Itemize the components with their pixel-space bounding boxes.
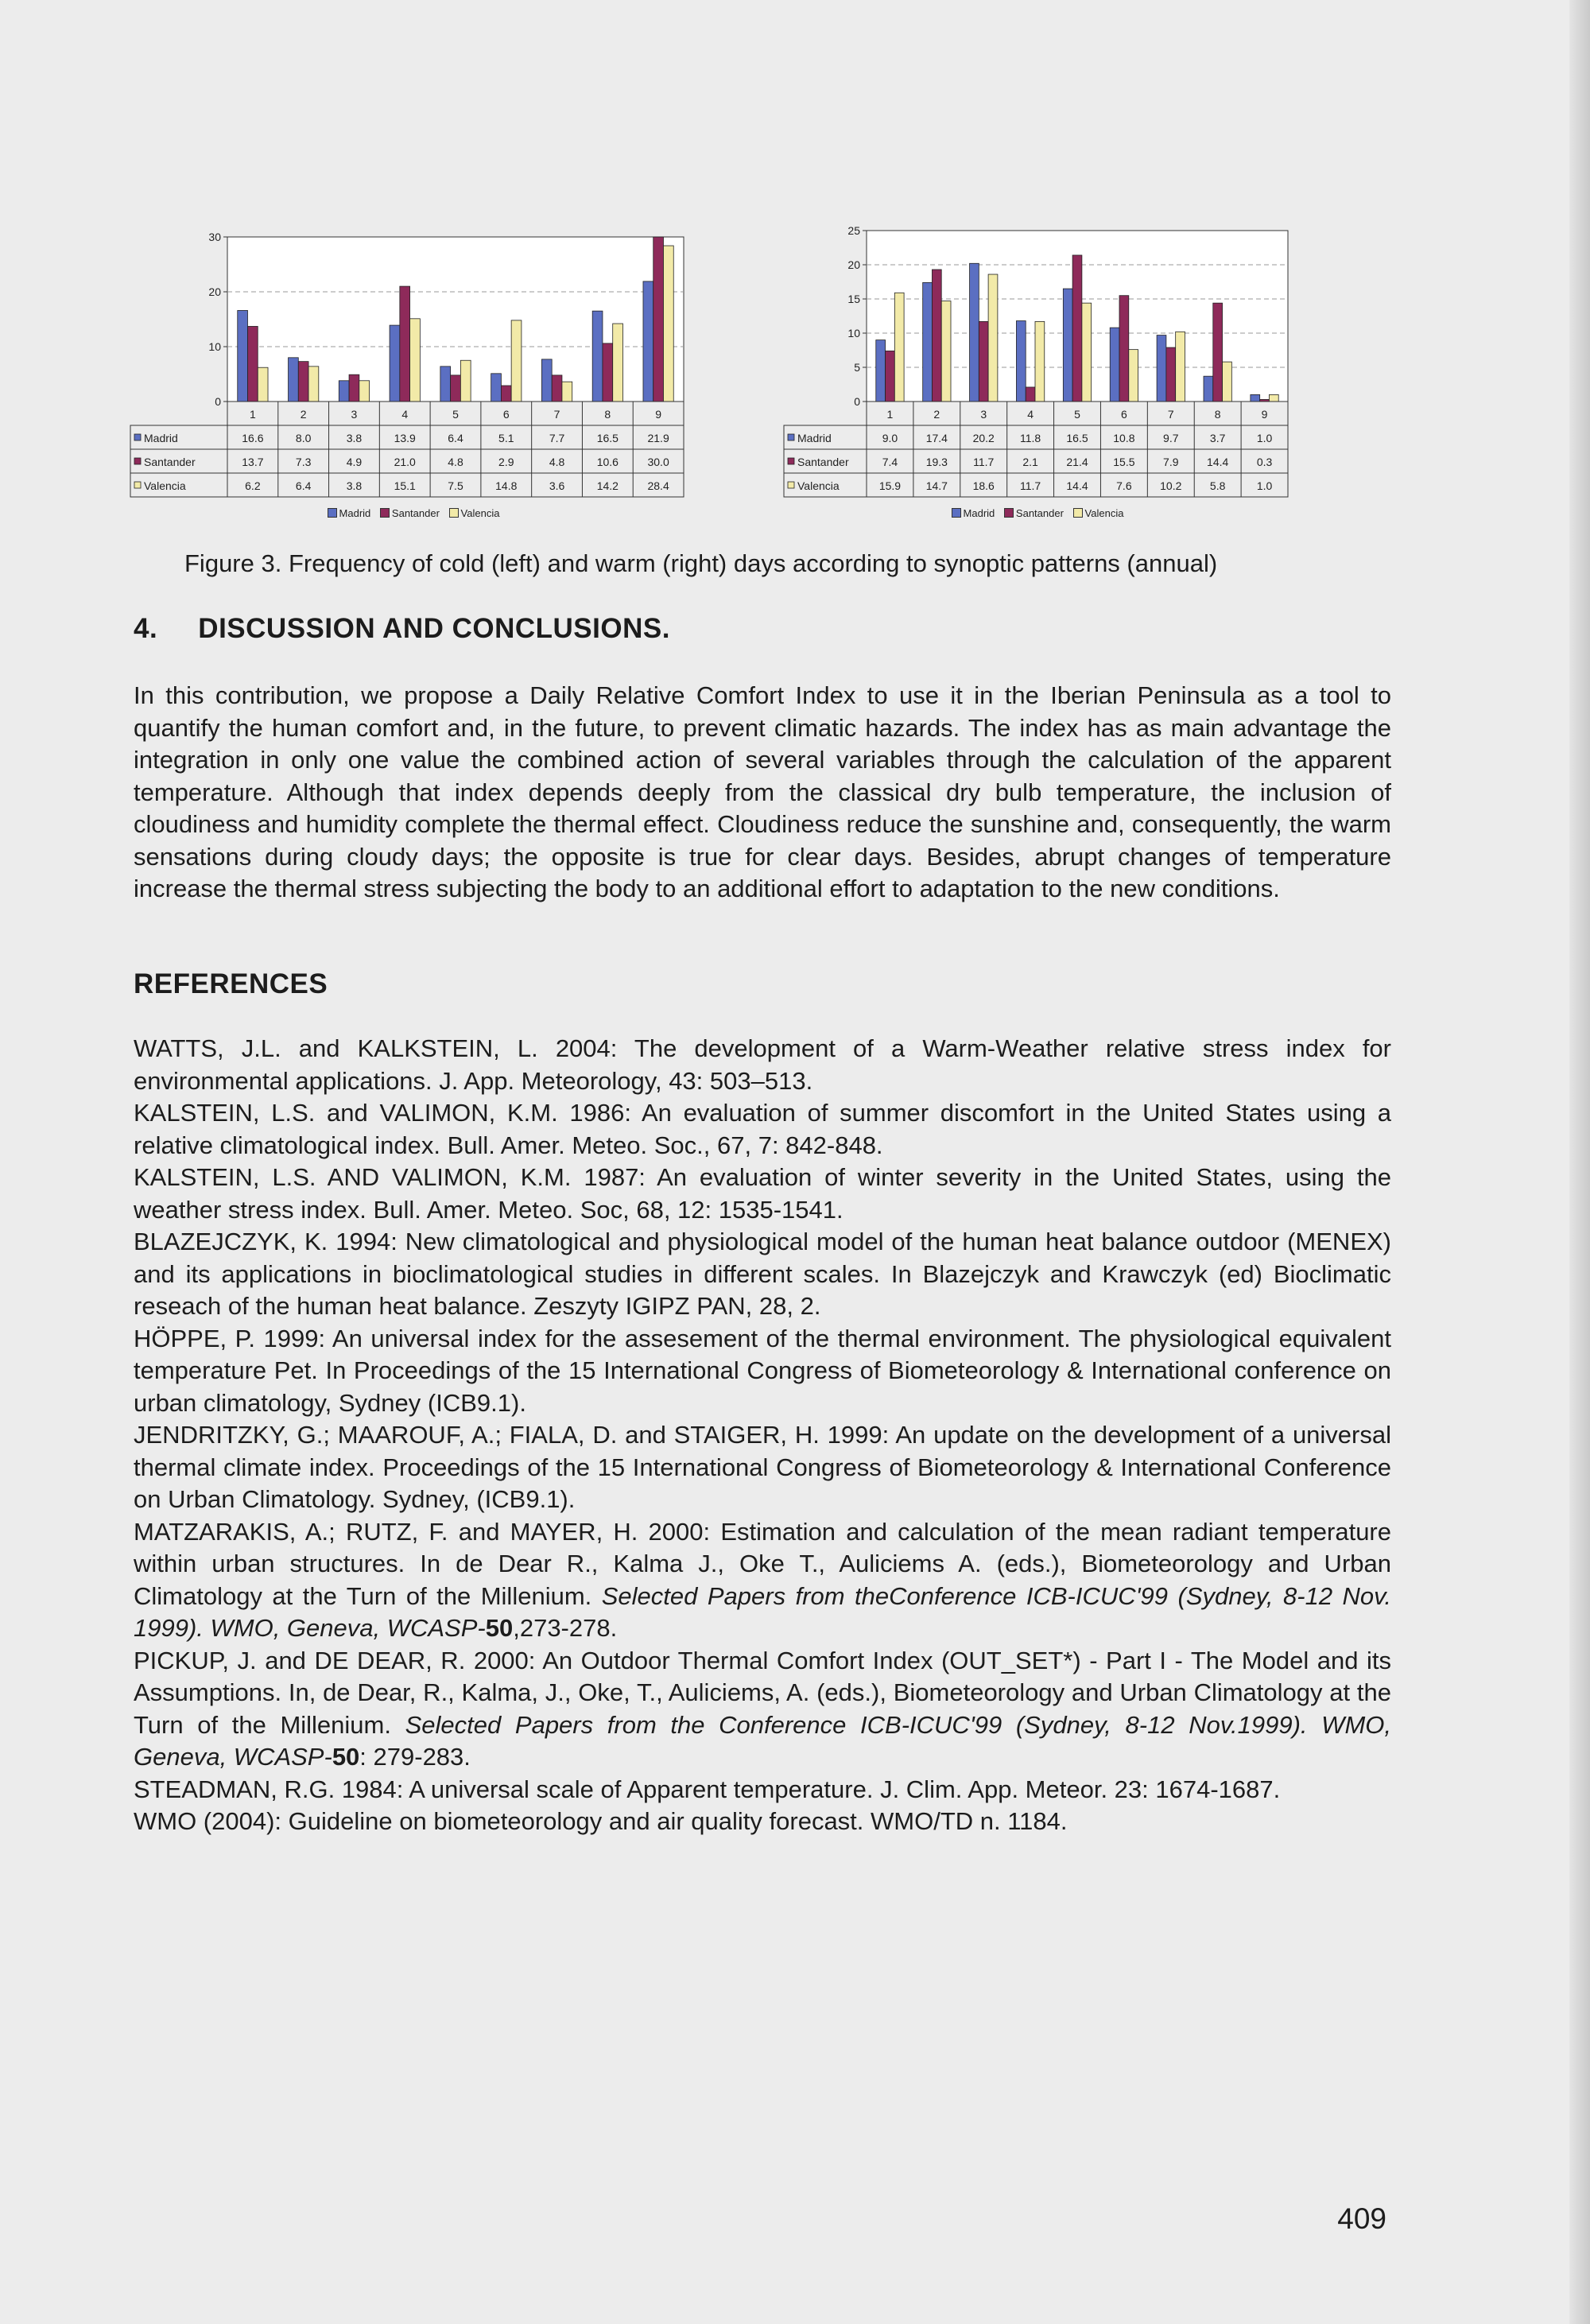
reference-item: HÖPPE, P. 1999: An universal index for the assesement of the thermal environment. The physiological equivalent temperature Pet. In Proceedings of the 15 International Congress of Biometeorology & International conference on urban climatology, Sydney (ICB9.1).: [134, 1324, 1391, 1417]
bar-valencia: [941, 301, 951, 402]
data-label: 6.2: [245, 479, 261, 492]
data-label: 6.4: [448, 432, 463, 444]
data-label: 0.3: [1256, 456, 1273, 468]
data-label: 9.0: [882, 432, 898, 444]
bar-valencia: [663, 246, 673, 402]
ref-text: ,273-278.: [513, 1614, 618, 1642]
data-label: 13.9: [394, 432, 416, 444]
bar-santander: [552, 375, 562, 402]
bar-santander: [603, 343, 613, 402]
bar-santander: [1213, 303, 1223, 402]
data-label: 3.7: [1209, 432, 1226, 444]
cold-days-chart-legend: [127, 507, 700, 519]
bar-valencia: [988, 274, 998, 402]
series-name: Valencia: [797, 479, 840, 492]
cold-days-chart-svg: [127, 223, 700, 501]
data-label: 16.5: [1066, 432, 1088, 444]
bar-santander: [451, 375, 461, 402]
bar-madrid: [390, 325, 400, 402]
legend-item-madrid: Madrid: [952, 507, 995, 519]
category-label: 1: [886, 408, 894, 421]
bar-valencia: [1082, 303, 1092, 402]
data-label: 7.6: [1116, 479, 1132, 492]
data-label: 15.1: [394, 479, 416, 492]
bar-valencia: [613, 324, 623, 402]
bar-madrid: [592, 311, 603, 402]
bar-madrid: [923, 282, 933, 402]
bar-madrid: [440, 367, 451, 402]
category-label: 9: [1261, 408, 1268, 421]
data-label: 14.7: [925, 479, 948, 492]
ref-text: PICKUP, J. and DE DEAR, R. 2000: An Outdoor Thermal Comfort Index (OUT_SET*) - Part I - The Model and its Assumptions. In, de Dear, R., Kalma, J., Oke, T., Auliciems, A. (eds.), Biometeorology and Urban Climatology at the Turn of the Millenium.: [134, 1646, 1391, 1739]
bar-santander: [248, 326, 258, 402]
y-tick-label: 15: [847, 292, 860, 305]
data-label: 15.5: [1113, 456, 1135, 468]
bar-valencia: [258, 367, 268, 402]
ref-italic: Selected Papers from theConference ICB-ICUC'99 (Sydney, 8-12 Nov. 1999). WMO, Geneva, WCASP-: [134, 1581, 1391, 1642]
bar-madrid: [1251, 394, 1260, 402]
bar-madrid: [1016, 321, 1026, 402]
y-tick-label: 20: [847, 258, 860, 271]
category-label: 3: [351, 408, 358, 421]
ref-text: : 279-283.: [359, 1743, 471, 1771]
y-tick-label: 0: [854, 394, 860, 408]
data-label: 8.0: [295, 432, 312, 444]
legend-item-santander: Santander: [1004, 507, 1064, 519]
data-label: 3.8: [346, 432, 363, 444]
series-name: Santander: [144, 456, 196, 468]
reference-item: [134, 1645, 1391, 1774]
bar-valencia: [1223, 362, 1232, 402]
references-list: [134, 1033, 1391, 1838]
data-label: 7.7: [549, 432, 565, 444]
warm-days-chart: [779, 223, 1296, 519]
bar-madrid: [1063, 289, 1072, 402]
y-tick-label: 5: [854, 360, 860, 374]
data-label: 7.9: [1163, 456, 1179, 468]
data-label: 1.0: [1256, 432, 1273, 444]
data-label: 1.0: [1256, 479, 1273, 492]
bar-valencia: [1035, 321, 1045, 402]
data-label: 7.4: [882, 456, 898, 468]
bar-santander: [400, 286, 410, 402]
bar-santander: [1119, 296, 1129, 402]
data-label: 2.9: [498, 456, 514, 468]
bar-santander: [653, 237, 664, 402]
data-label: 28.4: [647, 479, 669, 492]
bar-madrid: [1204, 376, 1213, 402]
category-label: 3: [980, 408, 987, 421]
bar-santander: [932, 270, 941, 402]
bar-santander: [1166, 347, 1176, 402]
data-label: 10.2: [1160, 479, 1182, 492]
bar-valencia: [460, 360, 471, 402]
data-label: 3.8: [346, 479, 363, 492]
data-label: 21.4: [1066, 456, 1088, 468]
bar-santander: [886, 351, 895, 402]
reference-item: STEADMAN, R.G. 1984: A universal scale of Apparent temperature. J. Clim. App. Meteor. 23: 1674-1687.: [134, 1775, 1281, 1803]
category-label: 4: [1027, 408, 1034, 421]
data-label: 4.8: [448, 456, 463, 468]
data-label: 13.7: [242, 456, 264, 468]
data-label: 11.7: [973, 456, 995, 468]
data-label: 21.0: [394, 456, 416, 468]
warm-days-chart-svg: [779, 223, 1296, 501]
legend-item-madrid: Madrid: [328, 507, 371, 519]
bar-santander: [349, 374, 359, 402]
series-name: Madrid: [797, 432, 832, 444]
bar-santander: [298, 362, 308, 402]
series-name: Valencia: [144, 479, 186, 492]
section-heading-discussion: 4. DISCUSSION AND CONCLUSIONS.: [134, 613, 670, 644]
category-label: 6: [502, 408, 510, 421]
data-label: 20.2: [972, 432, 995, 444]
warm-days-chart-legend: [779, 507, 1296, 519]
ref-italic: Selected Papers from the Conference ICB-ICUC'99 (Sydney, 8-12 Nov.1999). WMO, Geneva, WCASP-: [134, 1710, 1391, 1771]
bar-valencia: [894, 293, 904, 402]
bar-madrid: [970, 263, 979, 402]
bar-valencia: [359, 381, 370, 402]
data-label: 19.3: [925, 456, 948, 468]
data-label: 5.1: [498, 432, 514, 444]
category-label: 8: [604, 408, 611, 421]
category-label: 5: [1074, 408, 1080, 421]
y-tick-label: 10: [847, 326, 860, 339]
page-number: 409: [1337, 2202, 1386, 2235]
data-label: 14.4: [1207, 456, 1229, 468]
y-tick-label: 30: [208, 230, 221, 243]
ref-bold: 50: [332, 1743, 360, 1771]
legend-item-valencia: Valencia: [1073, 507, 1124, 519]
series-swatch: [134, 482, 141, 488]
discussion-paragraph: In this contribution, we propose a Daily Relative Comfort Index to use it in the Iberian Peninsula as a tool to quantify the human comfort and, in the future, to prevent climatic hazards. The index has as main advantage the integration in only one value the combined action of several variables through the calculation of the apparent temperature. Although that index depends deeply from the classical dry bulb temperature, the inclusion of cloudiness and humidity complete the thermal effect. Cloudiness reduce the sunshine and, consequently, the warm sensations during cloudy days; the opposite is true for clear days. Besides, abrupt changes of temperature increase the thermal stress subjecting the body to an additional effort to adaptation to the new conditions.: [134, 681, 1391, 902]
reference-item: JENDRITZKY, G.; MAAROUF, A.; FIALA, D. and STAIGER, H. 1999: An update on the development of a universal thermal climate index. Proceedings of the 15 International Congress of Biometeorology & International Conference on Urban Climatology. Sydney, (ICB9.1).: [134, 1421, 1391, 1513]
legend-item-valencia: Valencia: [449, 507, 500, 519]
reference-item: WMO (2004): Guideline on biometeorology and air quality forecast. WMO/TD n. 1184.: [134, 1807, 1068, 1835]
category-label: 9: [655, 408, 662, 421]
bar-santander: [1026, 387, 1035, 402]
bar-madrid: [1157, 336, 1166, 402]
category-label: 2: [933, 408, 940, 421]
bar-santander: [501, 386, 511, 402]
bar-valencia: [1176, 332, 1185, 402]
page-edge-shadow: [1569, 0, 1590, 2324]
series-swatch: [788, 434, 794, 440]
cold-days-chart: [127, 223, 700, 519]
category-label: 1: [249, 408, 256, 421]
data-label: 10.8: [1113, 432, 1135, 444]
y-tick-label: 25: [847, 223, 860, 237]
data-label: 18.6: [972, 479, 995, 492]
data-label: 9.7: [1163, 432, 1179, 444]
category-label: 7: [553, 408, 560, 421]
data-label: 21.9: [647, 432, 669, 444]
data-label: 2.1: [1022, 456, 1038, 468]
y-tick-label: 0: [215, 394, 221, 408]
series-swatch: [134, 458, 141, 464]
reference-item: BLAZEJCZYK, K. 1994: New climatological and physiological model of the human heat balance outdoor (MENEX) and its applications in bioclimatological studies in different scales. In Blazejczyk and Krawczyk (ed) Bioclimatic reseach of the human heat balance. Zeszyty IGIPZ PAN, 28, 2.: [134, 1228, 1391, 1320]
series-swatch: [788, 482, 794, 488]
reference-item: KALSTEIN, L.S. and VALIMON, K.M. 1986: An evaluation of summer discomfort in the United States using a relative climatological index. Bull. Amer. Meteo. Soc., 67, 7: 842-848.: [134, 1099, 1391, 1159]
data-label: 16.5: [596, 432, 619, 444]
data-label: 7.3: [295, 456, 312, 468]
data-label: 3.6: [549, 479, 565, 492]
data-label: 10.6: [596, 456, 619, 468]
figure-caption: Figure 3. Frequency of cold (left) and warm (right) days according to synoptic patterns (annual): [184, 549, 1218, 577]
series-name: Madrid: [144, 432, 178, 444]
series-name: Santander: [797, 456, 849, 468]
section-heading-references: REFERENCES: [134, 968, 328, 999]
bar-valencia: [308, 367, 319, 402]
data-label: 16.6: [242, 432, 264, 444]
reference-item: WATTS, J.L. and KALKSTEIN, L. 2004: The development of a Warm-Weather relative stress index for environmental applications. J. App. Meteorology, 43: 503–513.: [134, 1034, 1391, 1095]
category-label: 6: [1120, 408, 1127, 421]
bar-valencia: [1269, 394, 1278, 402]
series-swatch: [134, 434, 141, 440]
data-label: 5.8: [1209, 479, 1226, 492]
bar-madrid: [643, 281, 653, 402]
bar-valencia: [1129, 350, 1138, 402]
series-swatch: [788, 458, 794, 464]
category-label: 2: [300, 408, 307, 421]
data-label: 7.5: [448, 479, 463, 492]
data-label: 11.7: [1020, 479, 1041, 492]
bar-madrid: [289, 358, 299, 402]
bar-madrid: [238, 310, 248, 402]
bar-madrid: [339, 381, 349, 402]
bar-madrid: [876, 340, 886, 402]
category-label: 8: [1214, 408, 1221, 421]
data-label: 17.4: [925, 432, 948, 444]
bar-madrid: [541, 359, 552, 402]
category-label: 4: [401, 408, 409, 421]
bar-valencia: [562, 382, 572, 402]
data-label: 14.8: [495, 479, 518, 492]
bar-santander: [1072, 255, 1082, 402]
legend-item-santander: Santander: [380, 507, 440, 519]
bar-valencia: [410, 319, 421, 402]
data-label: 11.8: [1020, 432, 1041, 444]
reference-item: KALSTEIN, L.S. AND VALIMON, K.M. 1987: An evaluation of winter severity in the United States, using the weather stress index. Bull. Amer. Meteo. Soc, 68, 12: 1535-1541.: [134, 1163, 1391, 1224]
data-label: 6.4: [295, 479, 312, 492]
y-tick-label: 10: [208, 339, 221, 353]
reference-item: [134, 1516, 1391, 1645]
bar-santander: [979, 321, 988, 402]
category-label: 7: [1167, 408, 1174, 421]
data-label: 14.4: [1066, 479, 1088, 492]
data-label: 14.2: [596, 479, 619, 492]
data-label: 4.8: [549, 456, 565, 468]
data-label: 30.0: [647, 456, 669, 468]
y-tick-label: 20: [208, 285, 221, 298]
category-label: 5: [452, 408, 459, 421]
bar-valencia: [511, 320, 522, 402]
data-label: 4.9: [346, 456, 363, 468]
bar-madrid: [491, 374, 502, 402]
ref-text: MATZARAKIS, A.; RUTZ, F. and MAYER, H. 2000: Estimation and calculation of the mean radiant temperature within urban structures. In de Dear R., Kalma J., Oke T., Auliciems A. (eds.), Biometeorology and Urban Climatology at the Turn of the Millenium.: [134, 1517, 1391, 1610]
data-label: 15.9: [878, 479, 902, 492]
ref-bold: 50: [485, 1614, 514, 1642]
bar-madrid: [1110, 328, 1119, 402]
